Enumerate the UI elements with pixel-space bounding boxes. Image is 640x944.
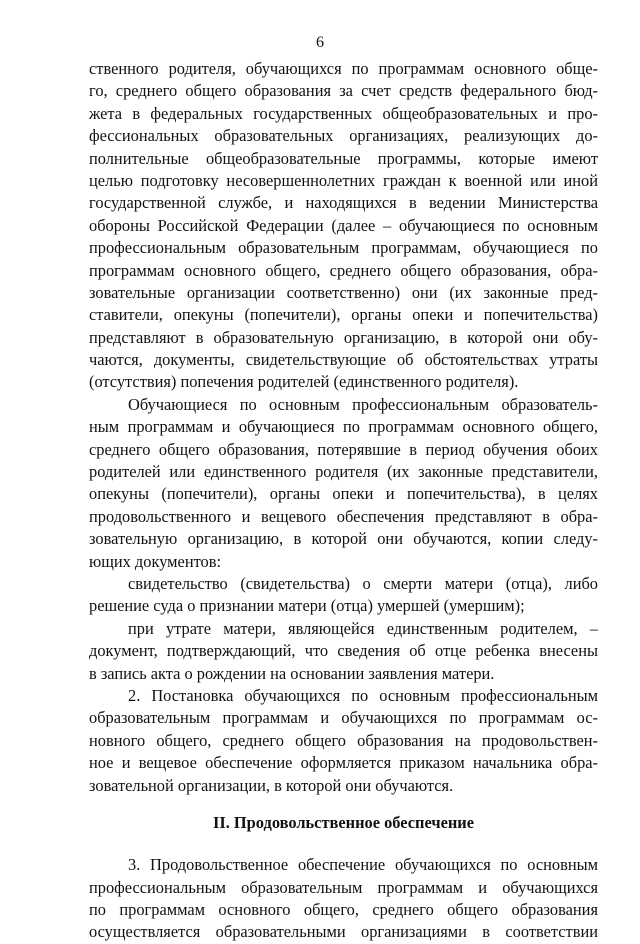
- text-line: го, среднего общего образования за счет средств федерального бюд-: [89, 81, 598, 101]
- text-line: зовательные организации соответственно) они (их законные пред-: [89, 282, 598, 302]
- paragraph-6: [89, 854, 598, 944]
- text-line: решение суда о признании матери (отца) умершей (умершим);: [89, 596, 525, 616]
- text-line: образовательным программам и обучающихся по программам ос-: [89, 708, 598, 728]
- paragraph-3: [89, 573, 598, 618]
- text-line: чаются, документы, свидетельствующие об обстоятельствах утраты: [89, 350, 598, 370]
- text-line: программам основного общего, среднего общего образования, обра-: [89, 260, 598, 280]
- text-line: среднего общего образования, потерявшие в период обучения обоих: [89, 439, 598, 459]
- text-line: свидетельство (свидетельства) о смерти матери (отца), либо: [128, 573, 598, 593]
- text-line: профессиональным образовательным программам и обучающихся: [89, 877, 598, 897]
- text-line: фессиональных образовательных организациях, реализующих до-: [89, 126, 598, 146]
- text-line: зовательной организации, в которой они обучаются.: [89, 775, 454, 795]
- page-number: 6: [316, 34, 324, 51]
- text-line: осуществляется образовательными организациями в соответствии: [89, 922, 598, 942]
- text-line: жета в федеральных государственных общеобразовательных и про-: [89, 103, 598, 123]
- text-line: 3. Продовольственное обеспечение обучающихся по основным: [128, 855, 598, 875]
- paragraph-1: [89, 58, 598, 394]
- paragraph-2: [89, 394, 598, 573]
- spacer: [89, 797, 598, 812]
- text-line: новного общего, среднего общего образования на продовольствен-: [89, 730, 598, 750]
- text-line: ным программам и обучающиеся по программам основного общего,: [89, 417, 598, 437]
- text-line: в запись акта о рождении на основании заявления матери.: [89, 663, 495, 683]
- text-line: ющих документов:: [89, 551, 222, 571]
- text-line: по программам основного общего, среднего общего образования: [89, 900, 598, 920]
- text-line: ное и вещевое обеспечение оформляется приказом начальника обра-: [89, 753, 598, 773]
- text-line: полнительные общеобразовательные программы, которые имеют: [89, 148, 598, 168]
- text-line: родителей или единственного родителя (их законные представители,: [89, 462, 598, 482]
- text-line: профессиональным образовательным программам, обучающиеся по: [89, 238, 598, 258]
- spacer: [89, 834, 598, 854]
- text-line: продовольственного и вещевого обеспечения представляют в обра-: [89, 506, 598, 526]
- text-line: опекуны (попечители), органы опеки и попечительства), в целях: [89, 484, 598, 504]
- text-line: целью подготовку несовершеннолетних граждан к военной или иной: [89, 170, 598, 190]
- text-line: ставители, опекуны (попечители), органы опеки и попечительства): [89, 305, 598, 325]
- text-line: при утрате матери, являющейся единственным родителем, –: [128, 618, 598, 638]
- document-body: [89, 58, 598, 944]
- paragraph-5: [89, 685, 598, 797]
- text-line: 2. Постановка обучающихся по основным профессиональным: [128, 685, 598, 705]
- section-heading: II. Продовольственное обеспечение: [212, 812, 475, 832]
- text-line: представляют в образовательную организацию, в которой они обу-: [89, 327, 598, 347]
- text-line: документ, подтверждающий, что сведения об отце ребенка внесены: [89, 641, 598, 661]
- text-line: государственной службе, и находящихся в ведении Министерства: [89, 193, 598, 213]
- text-line: (отсутствия) попечения родителей (единственного родителя).: [89, 372, 519, 392]
- text-line: зовательную организацию, в которой они обучаются, копии следу-: [89, 529, 598, 549]
- text-line: обороны Российской Федерации (далее – обучающиеся по основным: [89, 215, 598, 235]
- paragraph-4: [89, 618, 598, 685]
- text-line: Обучающиеся по основным профессиональным образователь-: [128, 394, 598, 414]
- text-line: ственного родителя, обучающихся по программам основного обще-: [89, 59, 598, 78]
